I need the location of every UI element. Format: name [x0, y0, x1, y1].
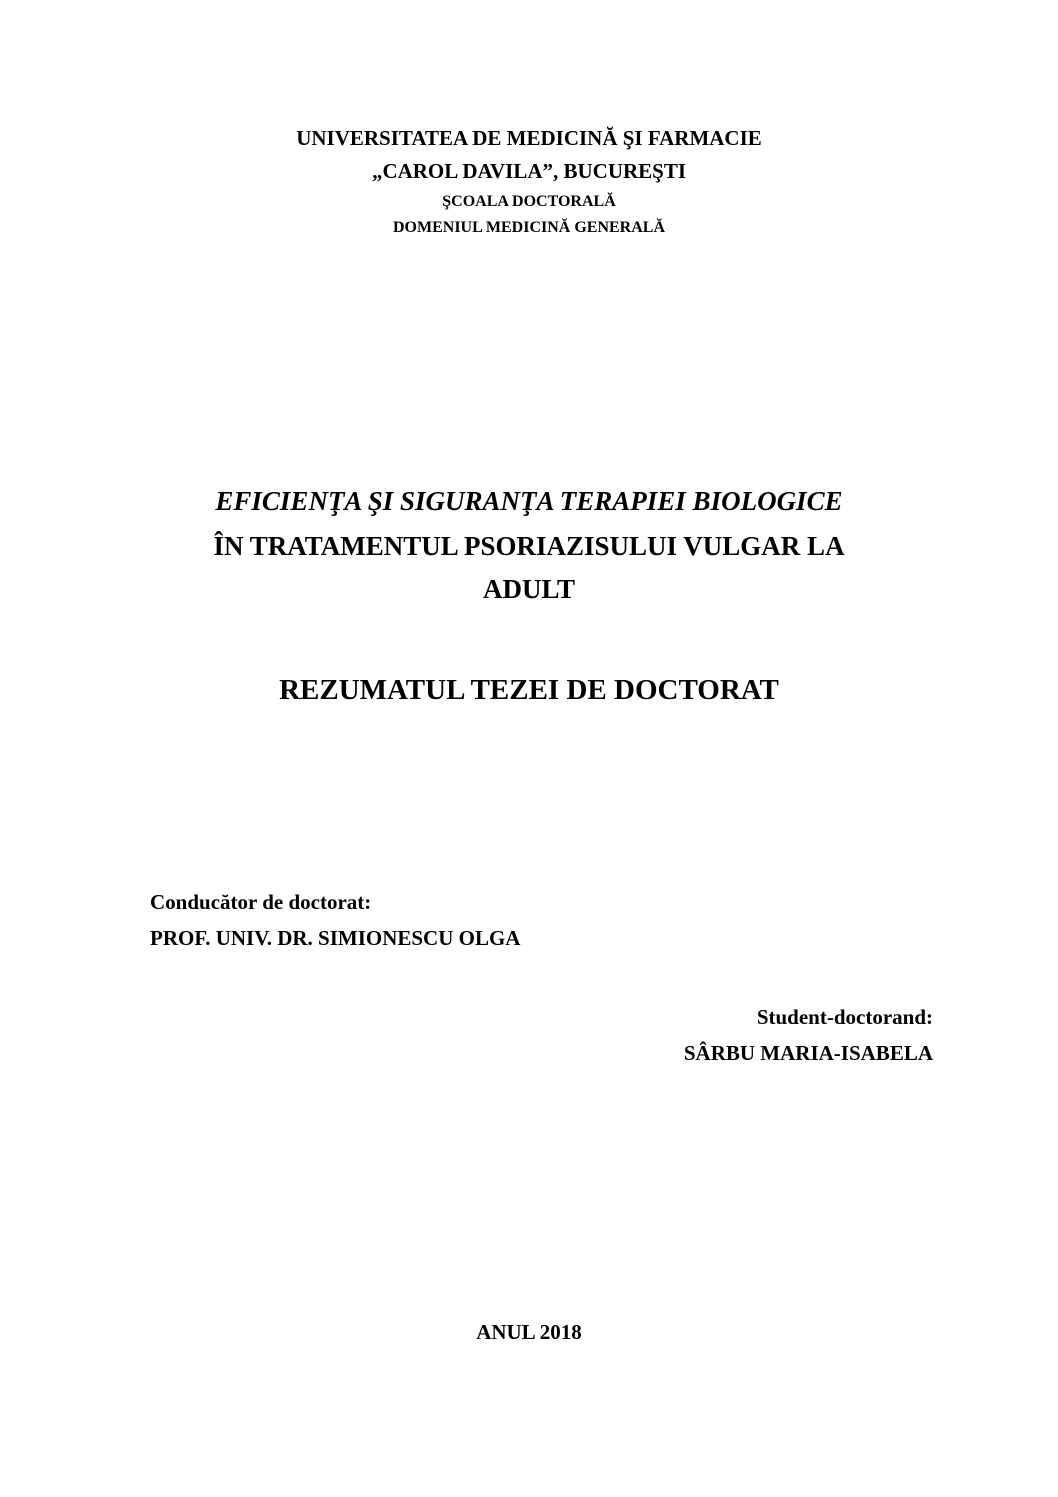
year: ANUL 2018	[476, 1320, 582, 1344]
supervisor-name: PROF. UNIV. DR. SIMIONESCU OLGA	[150, 926, 521, 950]
university-city-line: „CAROL DAVILA”, BUCUREŞTI	[371, 159, 687, 183]
student-name: SÂRBU MARIA-ISABELA	[683, 1041, 933, 1065]
thesis-title-line-2: ÎN TRATAMENTUL PSORIAZISULUI VULGAR LA	[213, 531, 845, 561]
supervisor-label: Conducător de doctorat:	[150, 890, 372, 914]
document-type-heading: REZUMATUL TEZEI DE DOCTORAT	[279, 674, 779, 706]
thesis-title-line-1: EFICIENŢA ŞI SIGURANŢA TERAPIEI BIOLOGICE	[215, 486, 843, 516]
medical-domain: DOMENIUL MEDICINĂ GENERALĂ	[392, 219, 666, 236]
doctoral-school: ŞCOALA DOCTORALĂ	[442, 193, 616, 210]
student-label: Student-doctorand:	[756, 1005, 933, 1029]
student-block	[684, 999, 933, 1071]
university-name-line: UNIVERSITATEA DE MEDICINĂ ŞI FARMACIE	[296, 126, 762, 150]
supervisor-block	[150, 884, 520, 956]
thesis-title-line-3: ADULT	[482, 574, 576, 604]
